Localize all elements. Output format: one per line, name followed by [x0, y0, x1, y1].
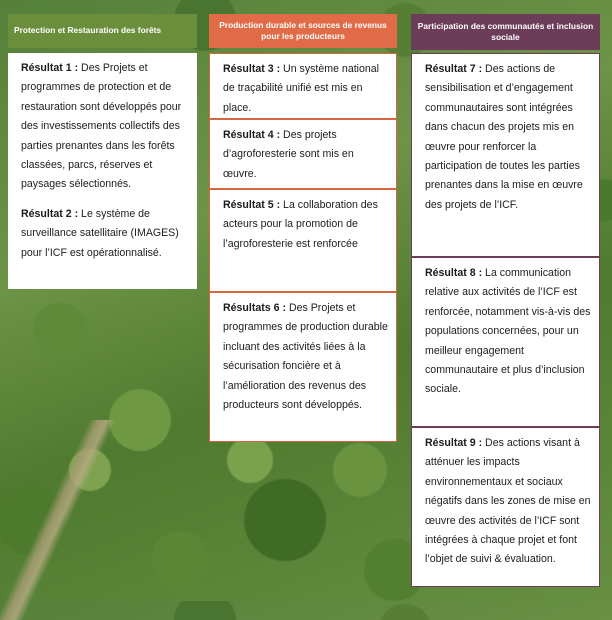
result-7	[425, 60, 591, 215]
result-3-box	[209, 53, 397, 119]
column-1-results-box	[8, 53, 197, 289]
result-4	[223, 126, 388, 184]
result-2-text: Le système de surveillance satellitaire (IMAGES) pour l’ICF est opérationnalisé.	[21, 207, 179, 259]
result-3-label: Résultat 3 :	[223, 63, 281, 75]
result-6-label: Résultats 6 :	[223, 302, 286, 314]
result-7-text: Des actions de sensibilisation et d’engagement communautaires sont intégrées dans chacun des projets mis en œuvre pour renforcer la participation de toutes les parties prenantes dans la mise en œuvre des projets de l’ICF.	[425, 63, 583, 211]
result-8-box	[411, 257, 600, 427]
result-5-text: La collaboration des acteurs pour la promotion de l’agroforesterie est renforcée	[223, 199, 378, 250]
result-5	[223, 196, 388, 254]
header-community-participation: Participation des communautés et inclusion sociale	[411, 14, 600, 50]
result-7-box	[411, 53, 600, 257]
result-6-box	[209, 292, 397, 442]
background-forest-trail	[0, 420, 130, 620]
result-5-label: Résultat 5 :	[223, 199, 281, 211]
result-3	[223, 60, 388, 118]
result-9-text: Des actions visant à atténuer les impacts environnementaux et sociaux négatifs dans les zones de mise en œuvre des activités de l’ICF sont intégrées à chaque projet et font l’objet de suivi & évaluation.	[425, 437, 591, 566]
result-1	[21, 59, 189, 195]
result-2-label: Résultat 2 :	[21, 207, 79, 220]
result-8-text: La communication relative aux activités de l’ICF est renforcée, notamment vis-à-vis des populations concernées, pour un meilleur engagement communautaire et plus d’inclusion sociale.	[425, 267, 591, 396]
result-4-text: Des projets d’agroforesterie sont mis en œuvre.	[223, 129, 354, 180]
header-sustainable-production: Production durable et sources de revenus pour les producteurs	[209, 14, 397, 48]
result-7-label: Résultat 7 :	[425, 63, 483, 75]
result-2	[21, 205, 189, 263]
result-9	[425, 434, 591, 570]
result-5-box	[209, 189, 397, 292]
result-3-text: Un système national de traçabilité unifié est mis en place.	[223, 63, 380, 114]
result-4-label: Résultat 4 :	[223, 129, 281, 141]
result-9-box	[411, 427, 600, 587]
result-6-text: Des Projets et programmes de production durable incluant des activités liées à la sécurisation foncière et à l’amélioration des revenus des producteurs sont développés.	[223, 302, 388, 412]
result-4-box	[209, 119, 397, 189]
header-forest-protection: Protection et Restauration des forêts	[8, 14, 197, 48]
result-8	[425, 264, 591, 400]
result-1-label: Résultat 1 :	[21, 62, 79, 74]
result-8-label: Résultat 8 :	[425, 267, 483, 279]
result-1-text: Des Projets et programmes de protection et de restauration sont développés pour des investissements collectifs des parties prenantes dans les forêts classées, parcs, réserves et paysages sélectionnés.	[21, 62, 182, 191]
result-6	[223, 299, 388, 415]
result-9-label: Résultat 9 :	[425, 437, 483, 449]
